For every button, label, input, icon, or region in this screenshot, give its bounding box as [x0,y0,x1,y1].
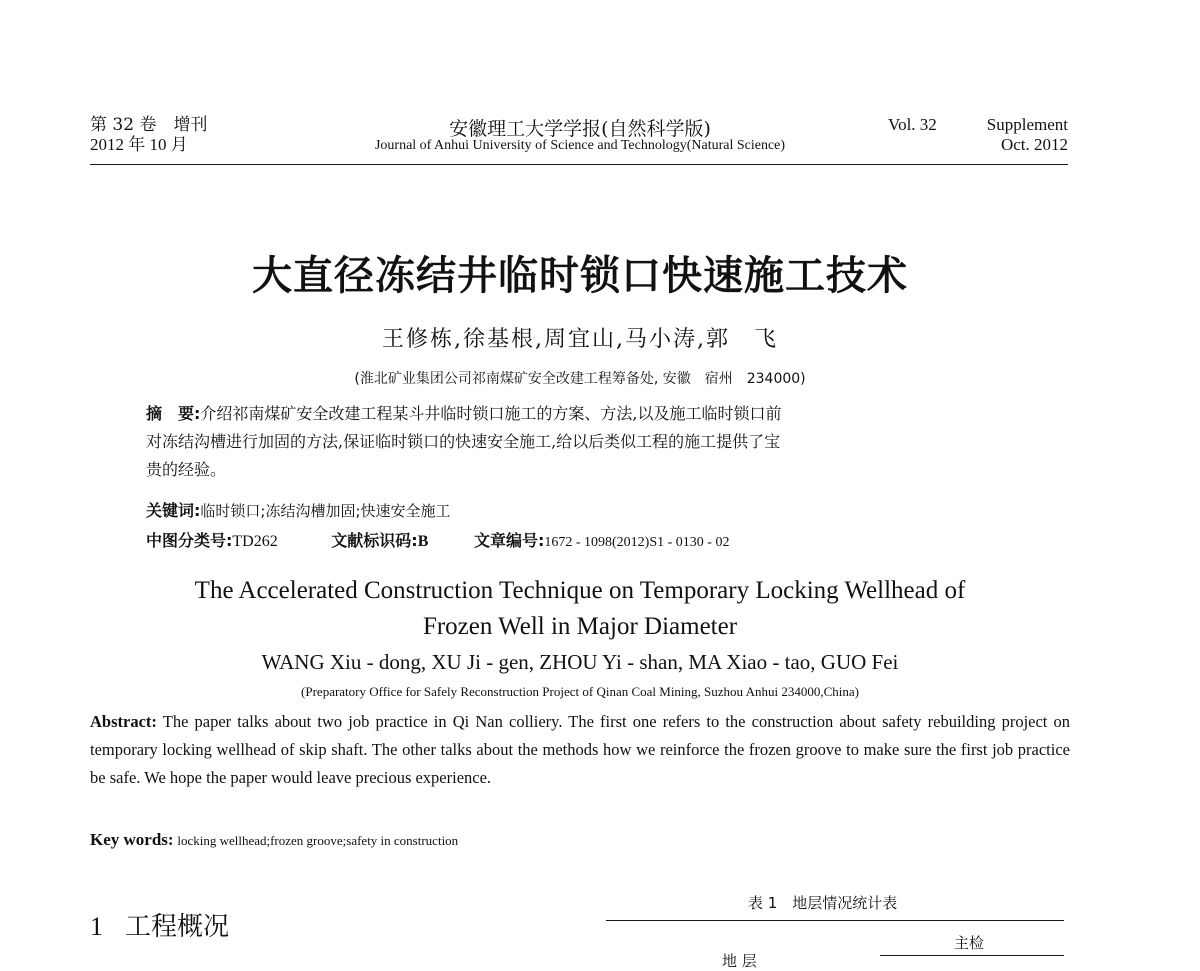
keywords-en-label: Key words: [90,830,174,849]
doc-code-value: B [417,533,429,550]
authors-en: WANG Xiu - dong, XU Ji - gen, ZHOU Yi - shan, MA Xiao - tao, GUO Fei [261,650,899,674]
keywords-cn [146,498,451,521]
abstract-cn-line2: 对冻结沟槽进行加固的方法,保证临时锁口的快速安全施工,给以后类似工程的施工提供了宝 [146,432,781,451]
abstract-en-text: The paper talks about two job practice in Qi Nan colliery. The first one refers to the construction about safety rebuilding project on temporary locking wellhead of skip shaft. The other talks about the methods how we reinforce the frozen groove to make sure the first job practice be safe. We hope the paper would leave precious experience. [90,712,1071,787]
abstract-cn-text1: 介绍祁南煤矿安全改建工程某斗井临时锁口施工的方案、方法,以及施工临时锁口前 [200,404,782,423]
article-number-label: 文章编号: [473,531,545,550]
paper-title-cn: 大直径冻结井临时锁口快速施工技术 [252,253,908,299]
table-1-caption: 表 1 地层情况统计表 [748,894,898,912]
volume-en: Vol. 32 [888,115,937,134]
issue-date-en: Oct. 2012 [1000,135,1068,154]
abstract-cn-line1 [146,400,1046,428]
authors-cn: 王修栋,徐基根,周宜山,马小涛,郭 飞 [382,327,778,352]
table-1-top-rule [606,920,1064,921]
volume-issue: 第 32 卷 增刊 [90,115,208,135]
affiliation-en: (Preparatory Office for Safely Reconstruction Project of Qinan Coal Mining, Suzhou Anhui 234000,China) [301,684,859,699]
abstract-en [90,708,1070,792]
abstract-en-label: Abstract: [90,712,157,731]
journal-name-en: Journal of Anhui University of Science and Technology(Natural Science) [374,138,786,153]
clc-label: 中图分类号: [146,531,233,550]
paper-title-en-line1: The Accelerated Construction Technique on Temporary Locking Wellhead of [194,577,966,604]
header-rule [90,164,1068,165]
keywords-en-text: locking wellhead;frozen groove;safety in construction [177,833,459,848]
section-1-title: 工程概况 [125,912,230,942]
keywords-cn-text: 临时锁口;冻结沟槽加固;快速安全施工 [200,502,451,520]
supplement-label: Supplement [986,115,1068,134]
table-1-header-rule [880,955,1064,956]
table-1-first-cell: 地 层 [722,952,757,970]
affiliation-cn: (淮北矿业集团公司祁南煤矿安全改建工程筹备处, 安徽 宿州 234000) [354,371,806,387]
table-1-col-header: 主检 [954,934,985,952]
classification-line [146,528,729,551]
section-1-heading [90,906,229,943]
issue-date: 2012 年 10 月 [90,135,188,154]
clc-value: TD262 [232,533,278,550]
paper-title-en-line2: Frozen Well in Major Diameter [422,613,738,640]
article-number-value: 1672 - 1098(2012)S1 - 0130 - 02 [544,535,730,550]
doc-code-label: 文献标识码: [331,531,418,550]
keywords-en [90,830,458,850]
keywords-cn-label: 关键词: [146,501,201,520]
abstract-cn-label: 摘 要: [146,404,201,423]
abstract-cn-line3: 贵的经验。 [146,460,227,479]
section-1-number: 1 [90,912,103,941]
journal-name-cn: 安徽理工大学学报(自然科学版) [449,118,711,140]
abstract-cn [146,400,1046,484]
